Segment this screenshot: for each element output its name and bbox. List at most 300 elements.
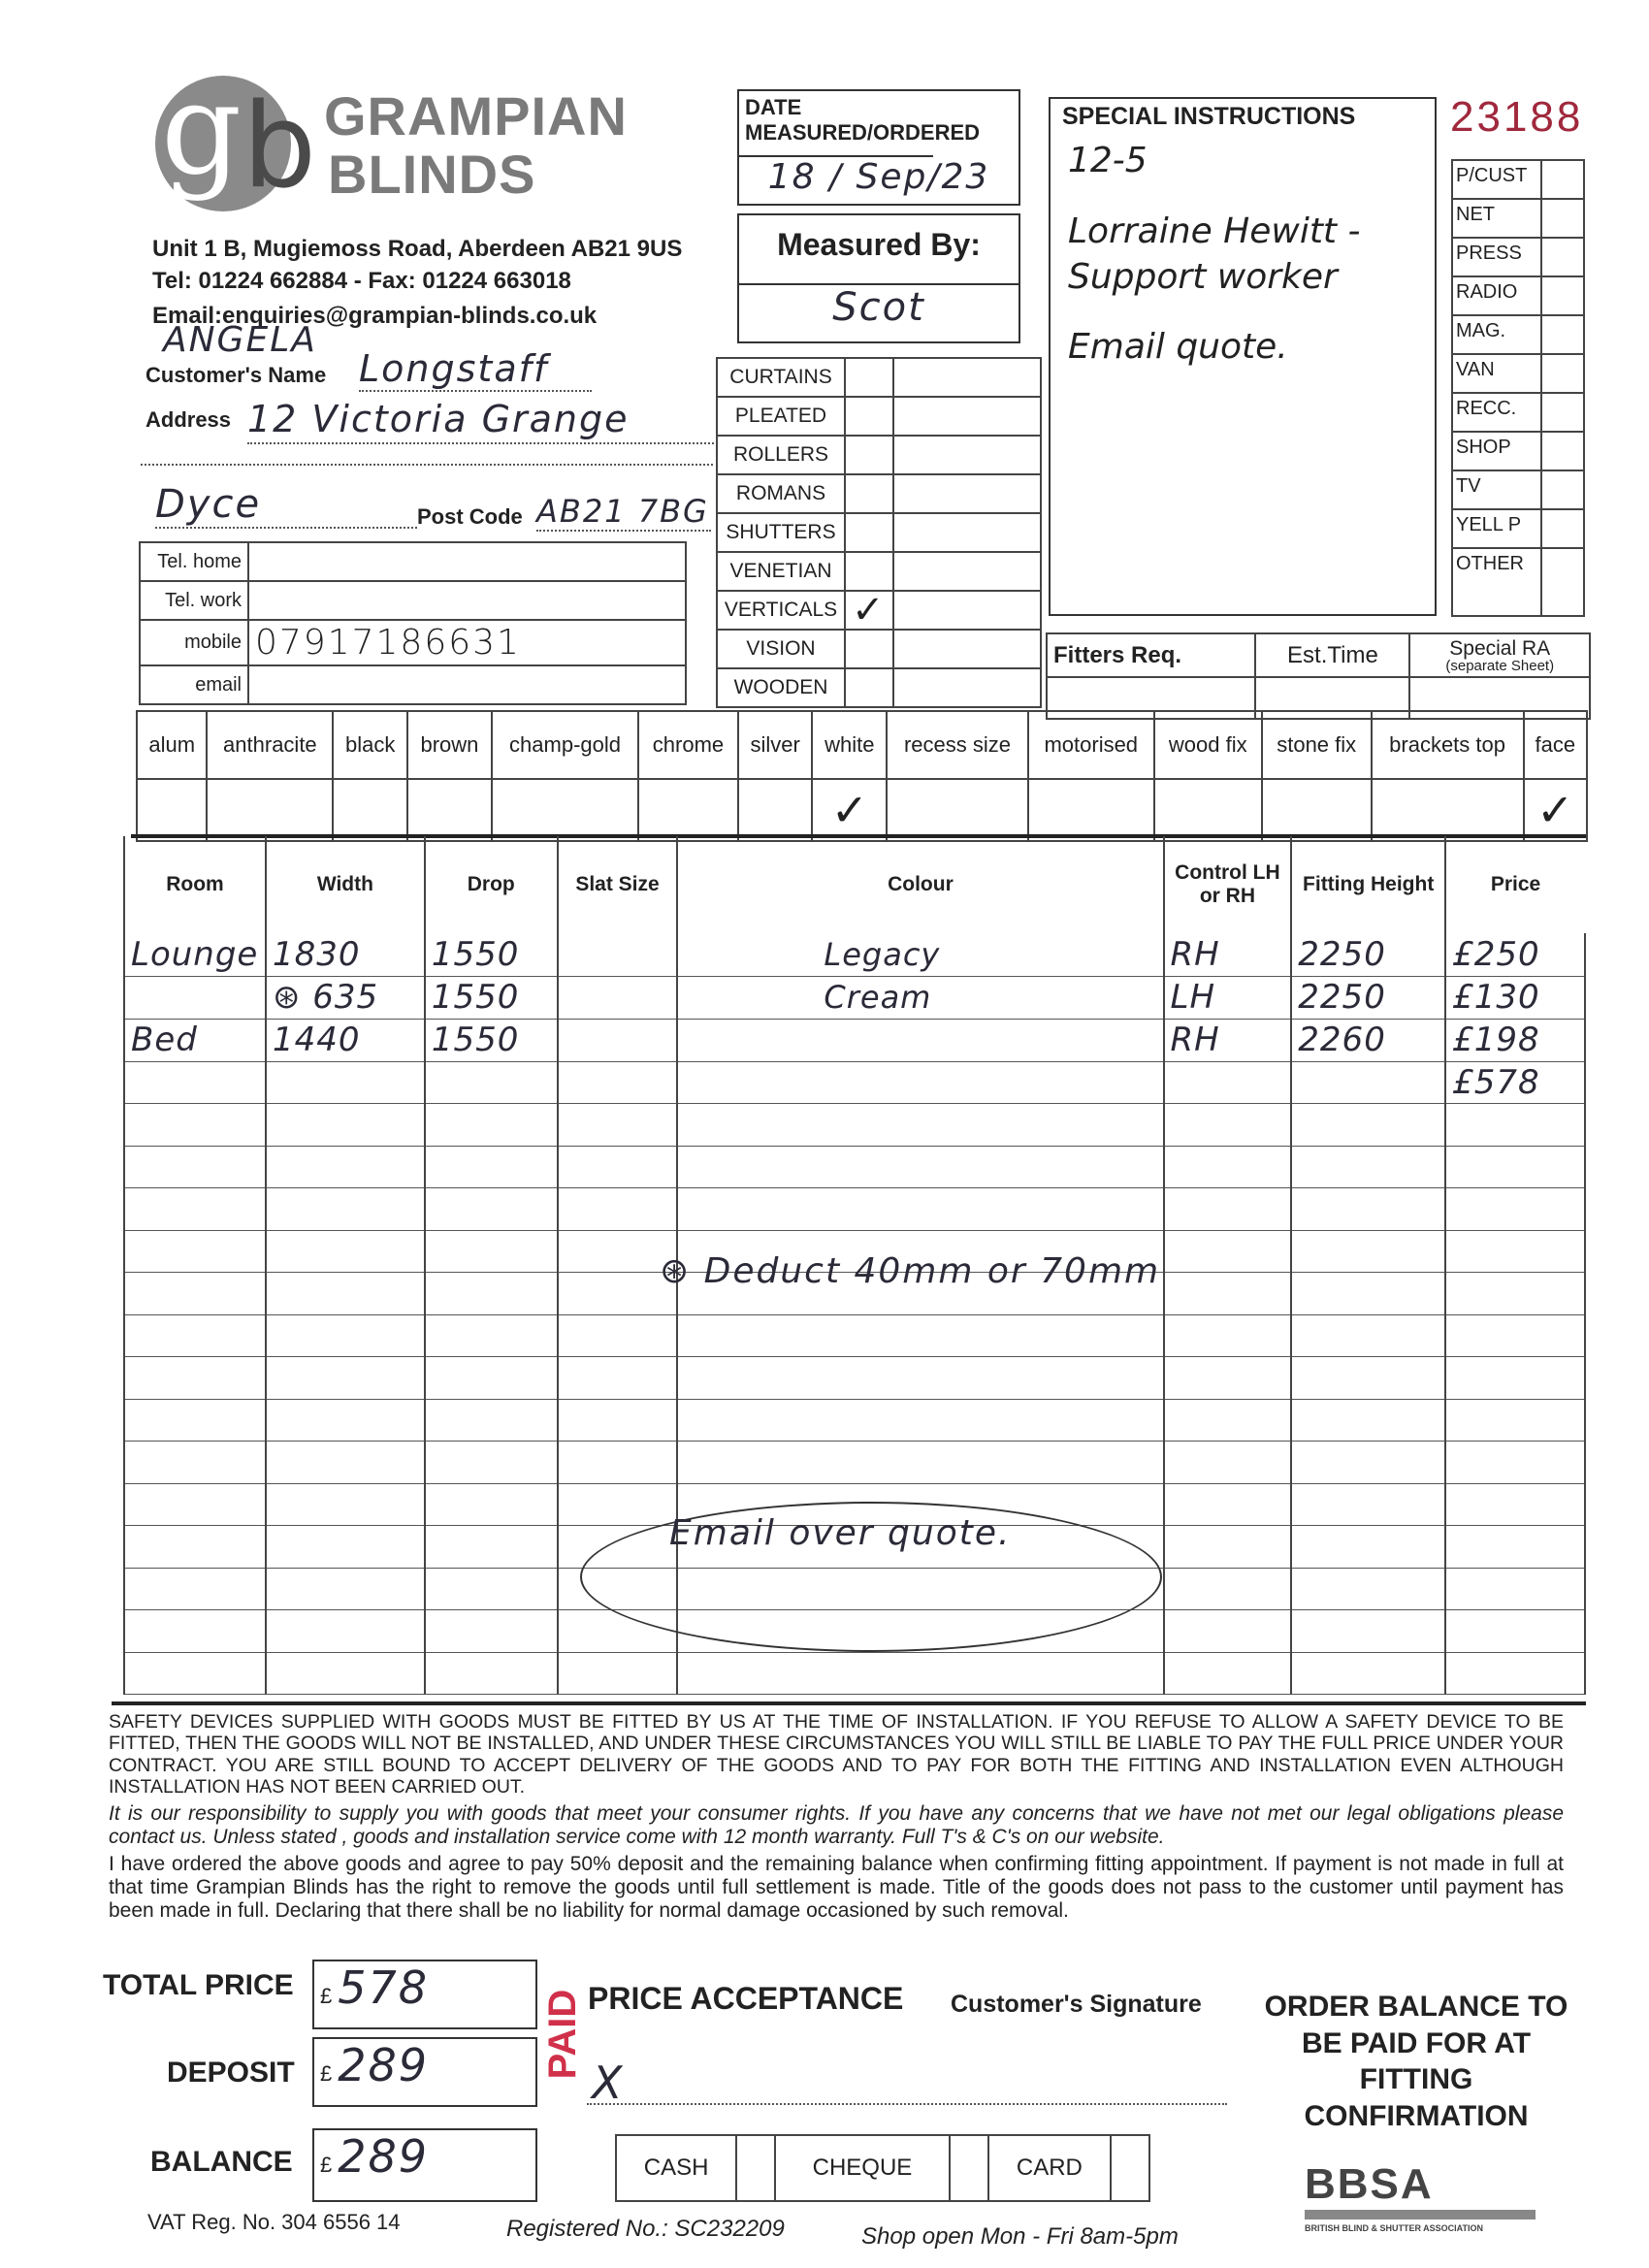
table-cell[interactable] [1164,1146,1292,1188]
table-cell[interactable] [425,1652,558,1695]
table-cell[interactable] [124,1610,266,1653]
circled-note: Email over quote. [669,1513,1012,1553]
terms-rights: It is our responsibility to supply you with goods that meet your consumer rights. If you have any concerns that we have not met our legal obligations please contact us. Unless stated , goods and installation service come with 12 month warranty. Full T's & C's on our website. [109,1801,1564,1848]
option-label: anthracite [207,711,333,779]
contact-field[interactable] [248,581,686,620]
table-cell[interactable] [558,976,678,1019]
date-box [737,89,1020,206]
customer-name-label: Customer's Name [146,363,327,387]
option-check[interactable] [887,779,1028,841]
address-label: Address [146,407,232,432]
source-label: RADIO [1452,276,1541,315]
table-cell[interactable] [558,1399,678,1442]
table-cell[interactable]: LH [1164,976,1292,1019]
table-cell[interactable] [124,1188,266,1231]
table-cell[interactable] [124,1230,266,1273]
blind-type-row [717,513,1041,552]
special-instructions-box[interactable] [1049,97,1437,616]
column-header: Colour [677,836,1163,933]
order-number: 23188 [1450,93,1584,141]
table-cell[interactable] [1291,1314,1445,1357]
table-cell[interactable] [1291,1104,1445,1147]
table-cell[interactable] [124,1104,266,1147]
table-cell[interactable]: RH [1164,933,1292,976]
table-cell[interactable] [124,1273,266,1315]
table-cell[interactable]: £198 [1445,1019,1585,1061]
table-cell[interactable] [124,1568,266,1610]
table-cell[interactable] [425,1188,558,1231]
table-cell[interactable] [266,1652,425,1695]
bbsa-logo-text: BBSA [1305,2160,1434,2208]
table-cell[interactable] [677,1399,1163,1442]
blind-type-check[interactable] [845,436,893,474]
balance-label: BALANCE [150,2146,293,2178]
table-cell[interactable] [266,1188,425,1231]
table-cell[interactable]: 1830 [266,933,425,976]
special-instruction-line: 12-5 [1068,141,1148,180]
company-name-1: GRAMPIAN [324,85,628,146]
special-ra-label: Special RA [1449,636,1551,660]
table-cell[interactable] [1164,1314,1292,1357]
table-cell[interactable] [124,1652,266,1695]
table-cell[interactable] [425,1610,558,1653]
option-check[interactable] [1262,779,1372,841]
column-header: Control LH or RH [1164,836,1292,933]
date-value[interactable]: 18 / Sep/23 [767,157,990,197]
blind-type-notes[interactable] [893,668,1041,707]
table-cell[interactable] [677,1314,1163,1357]
shop-hours: Shop open Mon - Fri 8am-5pm [861,2223,1179,2250]
source-checkbox[interactable] [1541,199,1584,238]
table-cell[interactable] [124,1357,266,1400]
signature-line[interactable] [587,2103,1227,2105]
table-cell[interactable]: 1550 [425,1019,558,1061]
blind-types-table [716,357,1042,708]
terms-block [109,1711,1564,1927]
blind-type-notes[interactable] [893,397,1041,436]
table-cell[interactable] [558,1357,678,1400]
table-row [124,1357,1585,1400]
address-field[interactable]: 12 Victoria Grange [247,398,718,444]
table-cell[interactable] [558,1104,678,1147]
table-cell[interactable]: 1550 [425,933,558,976]
est-time-label: Est.Time [1255,633,1409,677]
contact-row [140,620,686,665]
table-cell[interactable] [425,1357,558,1400]
table-cell[interactable] [1445,1483,1585,1526]
source-label: VAN [1452,354,1541,393]
signature-label: Customer's Signature [951,1991,1202,2018]
option-check[interactable]: ✓ [812,779,887,841]
table-cell[interactable] [124,1399,266,1442]
option-label: stone fix [1262,711,1372,779]
column-header: Width [266,836,425,933]
table-cell[interactable] [558,1652,678,1695]
bbsa-caption: BRITISH BLIND & SHUTTER ASSOCIATION [1305,2223,1483,2233]
table-cell[interactable] [677,1019,1163,1061]
source-label: NET [1452,199,1541,238]
table-cell[interactable] [1164,1442,1292,1484]
table-cell[interactable] [425,1104,558,1147]
table-cell[interactable] [1445,1104,1585,1147]
table-cell[interactable] [266,1104,425,1147]
payment-method-checkbox[interactable] [950,2135,988,2201]
table-cell[interactable] [1445,1273,1585,1315]
table-cell[interactable]: 2250 [1291,976,1445,1019]
deposit-field[interactable] [312,2037,537,2107]
table-cell[interactable] [1291,1357,1445,1400]
source-checkbox[interactable] [1541,470,1584,509]
table-cell[interactable] [425,1526,558,1569]
table-cell[interactable] [266,1273,425,1315]
table-row [124,1652,1585,1695]
table-cell[interactable] [677,1357,1163,1400]
customer-first-name: ANGELA [163,320,317,360]
blind-type-check[interactable] [845,630,893,668]
deduct-note: ⊛ Deduct 40mm or 70mm [660,1251,1161,1291]
column-header: Drop [425,836,558,933]
table-cell[interactable] [558,1483,678,1526]
payment-method-label: CARD [988,2135,1111,2201]
table-cell[interactable] [1291,1273,1445,1315]
option-check[interactable] [207,779,333,841]
table-cell[interactable] [677,1104,1163,1147]
source-label: RECC. [1452,393,1541,432]
table-cell[interactable] [558,1061,678,1104]
column-header: Price [1445,836,1585,933]
measured-by-label: Measured By: [739,215,1018,285]
table-cell[interactable] [1445,1230,1585,1273]
blind-type-label: WOODEN [717,668,845,707]
table-cell[interactable] [1445,1314,1585,1357]
source-checkbox[interactable] [1541,393,1584,432]
table-cell[interactable] [266,1568,425,1610]
table-row [124,1188,1585,1231]
blind-type-check[interactable]: ✓ [845,591,893,630]
table-cell[interactable] [266,1526,425,1569]
table-cell[interactable]: 2260 [1291,1019,1445,1061]
table-cell[interactable] [266,1061,425,1104]
option-check[interactable] [638,779,738,841]
option-check[interactable]: ✓ [1524,779,1587,841]
table-row [124,1146,1585,1188]
option-check[interactable] [407,779,492,841]
terms-agreement: I have ordered the above goods and agree to pay 50% deposit and the remaining balance when confirming fitting appointment. If payment is not made in full at that time Grampian Blinds has the right to remove the goods until full settlement is made. Title of the goods does not pass to the customer until payment has been made in full. Declaring that there shall be no liability for normal damage occasioned by such removal. [109,1852,1564,1923]
payment-methods [615,2134,1150,2202]
currency-symbol: £ [320,1984,333,2008]
column-header: Fitting Height [1291,836,1445,933]
table-cell[interactable]: RH [1164,1019,1292,1061]
contact-table [139,541,687,705]
table-cell[interactable] [558,933,678,976]
table-cell[interactable] [124,1061,266,1104]
fitters-table [1046,632,1591,720]
deposit-label: DEPOSIT [167,2057,295,2089]
table-cell[interactable] [1164,1483,1292,1526]
date-label: DATE MEASURED/ORDERED [739,91,933,157]
table-cell[interactable] [1164,1652,1292,1695]
blind-type-row [717,474,1041,513]
blind-type-notes[interactable] [893,630,1041,668]
balance-field[interactable] [312,2128,537,2202]
source-checkbox[interactable] [1541,548,1584,616]
table-cell[interactable] [1445,1357,1585,1400]
blind-type-notes[interactable] [893,552,1041,591]
price-acceptance-label: PRICE ACCEPTANCE [588,1981,904,2016]
blind-type-row [717,552,1041,591]
table-cell[interactable] [266,1230,425,1273]
table-cell[interactable] [266,1483,425,1526]
table-cell[interactable] [425,1314,558,1357]
payment-method-label: CHEQUE [775,2135,950,2201]
table-cell[interactable] [1445,1146,1585,1188]
blind-type-notes[interactable] [893,513,1041,552]
blind-type-label: SHUTTERS [717,513,845,552]
table-cell[interactable] [1164,1357,1292,1400]
table-cell[interactable] [1445,1652,1585,1695]
table-cell[interactable]: Bed [124,1019,266,1061]
table-cell[interactable] [1445,1188,1585,1231]
table-cell[interactable] [1445,1399,1585,1442]
table-cell[interactable] [266,1442,425,1484]
option-check[interactable] [492,779,638,841]
option-check[interactable] [1372,779,1524,841]
source-label: OTHER [1452,548,1541,616]
table-cell[interactable] [1291,1442,1445,1484]
table-cell[interactable]: Legacy [677,933,1163,976]
options-table [136,710,1588,842]
option-label: chrome [638,711,738,779]
table-cell[interactable] [266,1357,425,1400]
fitters-req-label: Fitters Req. [1047,633,1255,677]
town-field[interactable]: Dyce [155,482,417,529]
table-cell[interactable] [1164,1104,1292,1147]
table-cell[interactable] [425,1483,558,1526]
source-row [1452,548,1584,616]
contact-row [140,581,686,620]
blind-type-check[interactable] [845,397,893,436]
table-cell[interactable] [1445,1610,1585,1653]
table-cell[interactable] [1291,1399,1445,1442]
table-cell[interactable]: Cream [677,976,1163,1019]
payment-method-checkbox[interactable] [1111,2135,1149,2201]
blind-type-notes[interactable] [893,358,1041,397]
blind-type-notes[interactable] [893,591,1041,630]
table-cell[interactable] [558,1146,678,1188]
source-label: SHOP [1452,432,1541,470]
table-cell[interactable]: ⊛ 635 [266,976,425,1019]
special-instruction-line: Email quote. [1068,327,1288,368]
source-row [1452,276,1584,315]
table-cell[interactable] [677,1652,1163,1695]
table-cell[interactable] [124,1483,266,1526]
source-checkbox[interactable] [1541,315,1584,354]
table-row [124,1019,1585,1061]
source-checkbox[interactable] [1541,432,1584,470]
table-cell[interactable]: £250 [1445,933,1585,976]
table-cell[interactable] [1164,1568,1292,1610]
table-cell[interactable] [124,1442,266,1484]
option-label: face [1524,711,1587,779]
blind-type-row [717,436,1041,474]
table-cell[interactable] [677,1146,1163,1188]
source-checkbox[interactable] [1541,354,1584,393]
table-row [124,976,1585,1019]
paid-stamp: PAID [541,1989,584,2080]
blind-type-check[interactable] [845,552,893,591]
table-cell[interactable] [558,1314,678,1357]
option-check[interactable] [738,779,813,841]
table-cell[interactable] [425,1146,558,1188]
table-cell[interactable] [266,1146,425,1188]
blind-type-label: VERTICALS [717,591,845,630]
address-line-2[interactable] [141,464,713,466]
measured-by-value[interactable]: Scot [832,285,925,330]
table-row [124,1104,1585,1147]
source-row [1452,160,1584,199]
blind-type-row [717,630,1041,668]
blind-type-check[interactable] [845,513,893,552]
source-checkbox[interactable] [1541,238,1584,276]
table-cell[interactable] [1291,1230,1445,1273]
source-label: TV [1452,470,1541,509]
total-price-field[interactable] [312,1960,537,2029]
postcode-field[interactable]: AB21 7BG [536,493,711,532]
table-cell[interactable] [1164,1610,1292,1653]
contact-label: Tel. work [140,581,248,620]
special-instruction-line: Lorraine Hewitt - [1068,211,1361,251]
deposit-value: 289 [338,2039,430,2091]
company-email: Email:enquiries@grampian-blinds.co.uk [152,303,598,329]
contact-field[interactable] [248,542,686,581]
source-row [1452,238,1584,276]
table-row [124,1442,1585,1484]
currency-symbol: £ [320,2061,333,2086]
table-cell[interactable] [1291,1568,1445,1610]
source-row [1452,315,1584,354]
table-cell[interactable] [124,1314,266,1357]
table-cell[interactable] [124,976,266,1019]
source-list [1451,159,1585,617]
table-cell[interactable] [425,1442,558,1484]
source-label: P/CUST [1452,160,1541,199]
source-label: MAG. [1452,315,1541,354]
source-row [1452,470,1584,509]
option-check[interactable] [333,779,407,841]
table-cell[interactable]: £578 [1445,1061,1585,1104]
blind-type-check[interactable] [845,474,893,513]
table-cell[interactable]: Lounge [124,933,266,976]
contact-field[interactable] [248,665,686,704]
option-label: champ-gold [492,711,638,779]
blind-type-check[interactable] [845,668,893,707]
option-label: white [812,711,887,779]
customer-name-field[interactable]: Longstaff [359,347,592,392]
blind-type-check[interactable] [845,358,893,397]
blind-type-label: VENETIAN [717,552,845,591]
table-cell[interactable] [266,1610,425,1653]
table-cell[interactable] [1291,1526,1445,1569]
table-cell[interactable] [266,1399,425,1442]
source-checkbox[interactable] [1541,276,1584,315]
option-label: brackets top [1372,711,1524,779]
option-check[interactable] [1154,779,1262,841]
vat-number: VAT Reg. No. 304 6556 14 [147,2210,401,2234]
table-cell[interactable] [1164,1526,1292,1569]
blind-type-notes[interactable] [893,474,1041,513]
table-cell[interactable] [1291,1483,1445,1526]
table-cell[interactable]: 1550 [425,976,558,1019]
table-cell[interactable] [1445,1442,1585,1484]
option-label: alum [137,711,207,779]
table-cell[interactable] [425,1399,558,1442]
source-checkbox[interactable] [1541,160,1584,199]
table-cell[interactable] [1164,1061,1292,1104]
table-cell[interactable] [1291,1652,1445,1695]
table-cell[interactable] [677,1061,1163,1104]
table-cell[interactable]: £130 [1445,976,1585,1019]
registered-number: Registered No.: SC232209 [506,2216,785,2242]
table-row [124,1061,1585,1104]
order-balance-note: ORDER BALANCE TO BE PAID FOR AT FITTING CONFIRMATION [1264,1991,1568,2132]
table-cell[interactable] [1291,1188,1445,1231]
table-cell[interactable] [558,1188,678,1231]
table-row [124,1399,1585,1442]
option-check[interactable] [137,779,207,841]
table-cell[interactable] [425,1273,558,1315]
table-cell[interactable] [1291,1146,1445,1188]
table-cell[interactable] [1164,1188,1292,1231]
balance-value: 289 [338,2130,430,2183]
option-check[interactable] [1028,779,1154,841]
contact-label: mobile [140,620,248,665]
table-row [124,933,1585,976]
table-cell[interactable] [1445,1568,1585,1610]
source-row [1452,509,1584,548]
option-label: black [333,711,407,779]
table-cell[interactable] [425,1568,558,1610]
blind-type-label: ROMANS [717,474,845,513]
table-cell[interactable] [677,1188,1163,1231]
table-cell[interactable]: 1440 [266,1019,425,1061]
contact-field[interactable]: 07917186631 [248,620,686,665]
blind-type-notes[interactable] [893,436,1041,474]
table-cell[interactable] [124,1526,266,1569]
table-cell[interactable] [425,1230,558,1273]
table-cell[interactable] [425,1061,558,1104]
source-row [1452,432,1584,470]
table-cell[interactable] [558,1442,678,1484]
terms-safety: SAFETY DEVICES SUPPLIED WITH GOODS MUST BE FITTED BY US AT THE TIME OF INSTALLATION. IF YOU REFUSE TO ALLOW A SAFETY DEVICE TO BE FITTED, THEN THE GOODS WILL NOT BE INSTALLED, AND UNDER THESE CIRCUMSTANCES YOU WILL STILL BE LIABLE TO PAY THE FULL PRICE UNDER YOUR CONTRACT. YOU ARE STILL BOUND TO ACCEPT DELIVERY OF THE GOODS AND TO PAY FOR BOTH THE FITTING AND INSTALLATION EVEN ALTHOUGH INSTALLATION HAS NOT BEEN CARRIED OUT. [109,1711,1564,1798]
blind-type-label: CURTAINS [717,358,845,397]
table-cell[interactable] [1164,1399,1292,1442]
table-cell[interactable] [677,1442,1163,1484]
payment-method-checkbox[interactable] [736,2135,775,2201]
payment-method-label: CASH [616,2135,736,2201]
table-row [124,1314,1585,1357]
table-cell[interactable] [1291,1061,1445,1104]
table-cell[interactable] [1291,1610,1445,1653]
measured-by-box [737,213,1020,343]
table-cell[interactable] [124,1146,266,1188]
table-cell[interactable] [1445,1526,1585,1569]
source-checkbox[interactable] [1541,509,1584,548]
table-cell[interactable] [266,1314,425,1357]
table-cell[interactable] [558,1019,678,1061]
table-cell[interactable]: 2250 [1291,933,1445,976]
bbsa-logo [1305,2160,1536,2233]
blind-type-row [717,358,1041,397]
